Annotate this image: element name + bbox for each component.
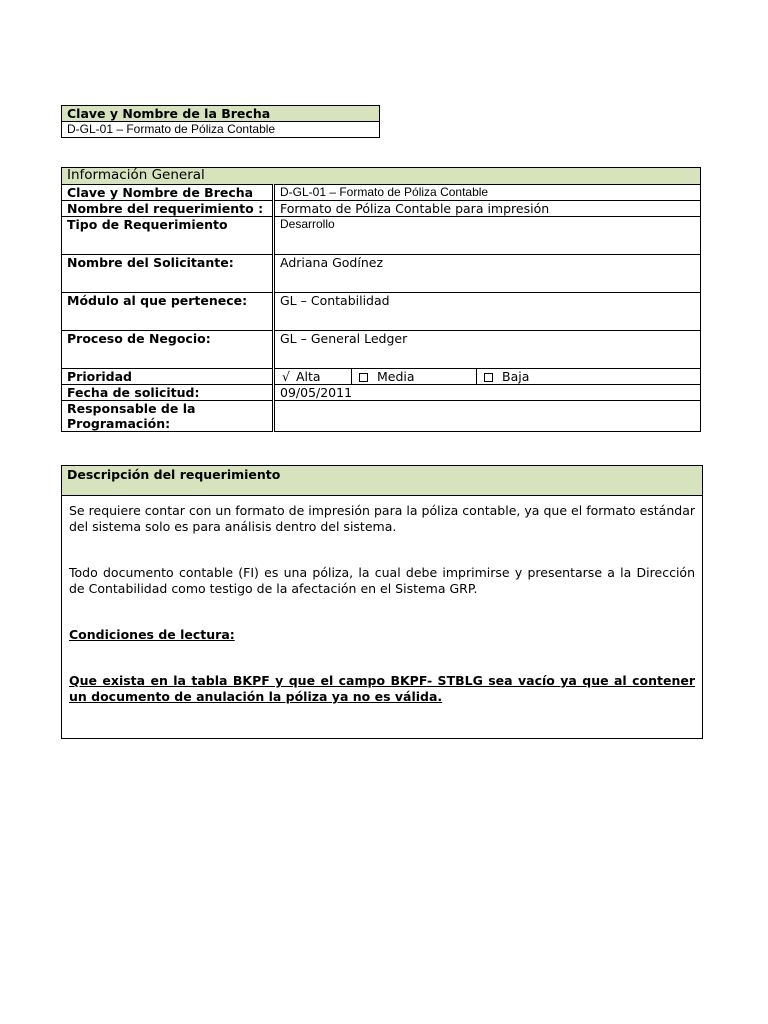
label-nombre-requerimiento: Nombre del requerimiento : [62, 201, 274, 217]
priority-option-alta[interactable] [275, 369, 352, 384]
info-general-table [61, 167, 701, 432]
label-modulo: Módulo al que pertenece: [62, 293, 274, 331]
descripcion-paragraph-1: Se requiere contar con un formato de impresión para la póliza contable, ya que el formato estándar del sistema solo es para análisis dentro del sistema. [69, 503, 695, 534]
brecha-value: D-GL-01 – Formato de Póliza Contable [62, 122, 380, 138]
priority-label-baja: Baja [502, 369, 530, 384]
value-nombre-requerimiento: Formato de Póliza Contable para impresión [274, 201, 701, 217]
descripcion-table [61, 465, 703, 739]
label-clave-brecha: Clave y Nombre de Brecha [62, 185, 274, 201]
priority-label-media: Media [377, 369, 415, 384]
conditions-title: Condiciones de lectura: [69, 627, 235, 642]
label-solicitante: Nombre del Solicitante: [62, 255, 274, 293]
checkbox-empty-icon [484, 373, 493, 382]
label-fecha-solicitud: Fecha de solicitud: [62, 385, 274, 401]
label-proceso-negocio: Proceso de Negocio: [62, 331, 274, 369]
priority-options [274, 369, 701, 385]
value-responsable [274, 401, 701, 432]
descripcion-paragraph-2: Todo documento contable (FI) es una póliza, la cual debe imprimirse y presentarse a la Dirección de Contabilidad como testigo de la afectación en el Sistema GRP. [69, 565, 695, 596]
value-modulo: GL – Contabilidad [274, 293, 701, 331]
info-general-title: Información General [62, 168, 701, 185]
descripcion-body [62, 496, 703, 739]
checkbox-empty-icon [359, 373, 368, 382]
value-solicitante: Adriana Godínez [274, 255, 701, 293]
value-fecha-solicitud: 09/05/2011 [274, 385, 701, 401]
descripcion-header: Descripción del requerimiento [62, 466, 703, 496]
value-clave-brecha: D-GL-01 – Formato de Póliza Contable [274, 185, 701, 201]
label-tipo-requerimiento: Tipo de Requerimiento [62, 217, 274, 255]
value-proceso-negocio: GL – General Ledger [274, 331, 701, 369]
conditions-text: Que exista en la tabla BKPF y que el campo BKPF- STBLG sea vacío ya que al contener un documento de anulación la póliza ya no es válida. [69, 673, 695, 704]
value-tipo-requerimiento: Desarrollo [274, 217, 701, 255]
priority-option-media[interactable] [352, 369, 477, 384]
label-responsable: Responsable de la Programación: [62, 401, 274, 432]
check-icon: √ [282, 369, 290, 384]
brecha-table [61, 105, 380, 138]
brecha-header: Clave y Nombre de la Brecha [62, 106, 380, 122]
priority-label-alta: Alta [295, 369, 321, 384]
priority-option-baja[interactable] [477, 369, 700, 384]
label-prioridad: Prioridad [62, 369, 274, 385]
